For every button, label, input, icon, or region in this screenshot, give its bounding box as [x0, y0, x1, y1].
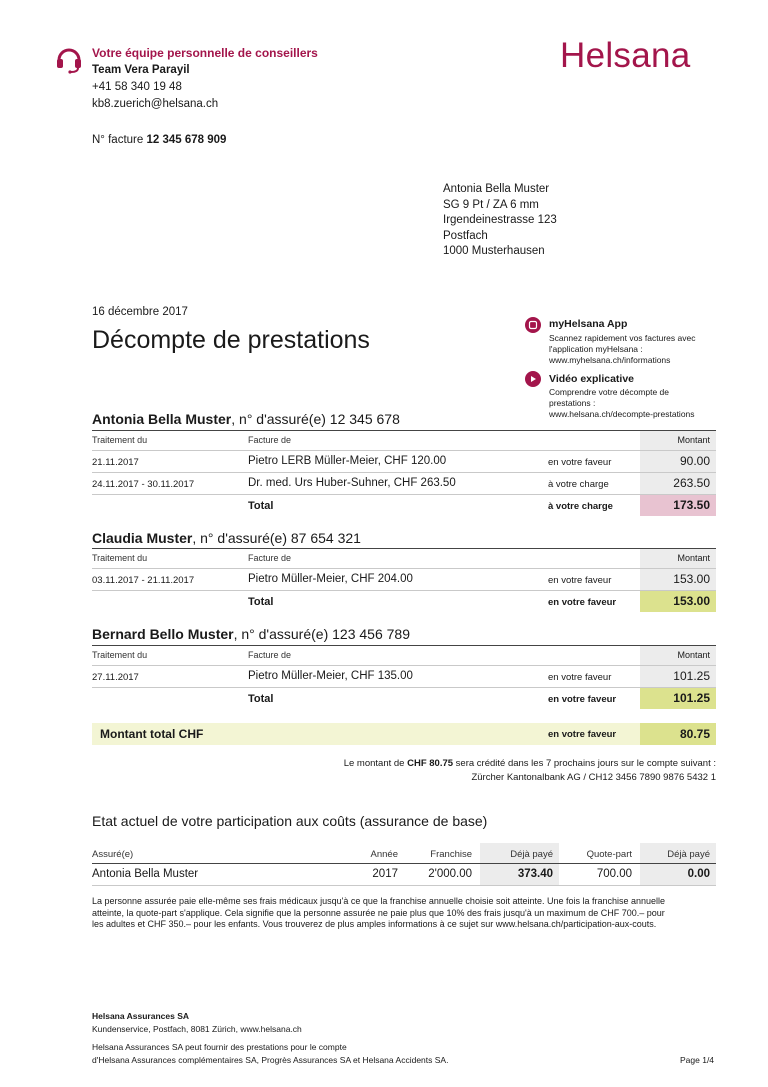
total-label: Total [248, 500, 274, 512]
explanation-line: les adultes et CHF 350.– pour les enfants. Vous trouverez de plus amples informations à ce sujet sur www.helsana.ch/participation-aux-couts. [92, 919, 657, 930]
person-name: Antonia Bella Muster [92, 411, 232, 427]
grand-total-amount: 80.75 [640, 723, 716, 745]
total-amount: 153.00 [640, 591, 716, 612]
col-amount: Montant [640, 431, 716, 450]
row-status: à votre charge [548, 479, 609, 490]
total-label: Total [248, 693, 274, 705]
col-paid-franchise: Déjà payé [510, 849, 553, 860]
table-rule [92, 494, 716, 495]
row-date: 24.11.2017 - 30.11.2017 [92, 479, 195, 490]
col-amount: Montant [640, 646, 716, 665]
table-rule [92, 590, 716, 591]
invoice-number: 12 345 678 909 [146, 134, 227, 146]
table-rule [92, 430, 716, 431]
participation-paid-quote: 0.00 [687, 868, 710, 880]
address-line: Postfach [443, 229, 488, 242]
row-date: 27.11.2017 [92, 672, 139, 683]
contact-title: Votre équipe personnelle de conseillers [92, 46, 318, 60]
address-line: 1000 Musterhausen [443, 245, 545, 258]
table-rule [92, 548, 716, 549]
row-amount: 90.00 [640, 451, 716, 472]
table-rule [92, 665, 716, 666]
invoice-label: N° facture [92, 134, 144, 146]
total-amount: 101.25 [640, 688, 716, 709]
grand-total-status: en votre faveur [548, 729, 617, 740]
col-year: Année [370, 849, 398, 860]
total-amount: 173.50 [640, 495, 716, 516]
row-invoice: Pietro Müller-Meier, CHF 204.00 [248, 573, 413, 585]
page-title: Décompte de prestations [92, 326, 370, 354]
table-rule [92, 645, 716, 646]
recipient-address [443, 182, 557, 260]
video-link[interactable]: www.helsana.ch/decompte-prestations [549, 409, 695, 419]
row-amount: 101.25 [640, 666, 716, 687]
person-heading [92, 530, 361, 546]
table-rule [92, 472, 716, 473]
table-rule [92, 885, 716, 886]
col-quote-part: Quote-part [586, 849, 632, 860]
app-description [549, 333, 695, 366]
participation-quote-part: 700.00 [596, 868, 632, 880]
person-name: Claudia Muster [92, 530, 193, 546]
credit-note-suffix: sera crédité dans les 7 prochains jours sur le compte suivant : [455, 758, 716, 769]
page-number: Page 1/4 [680, 1055, 715, 1065]
row-amount: 263.50 [640, 473, 716, 494]
row-invoice: Pietro Müller-Meier, CHF 135.00 [248, 670, 413, 682]
email-address[interactable]: kb8.zuerich@helsana.ch [92, 98, 219, 110]
total-status: à votre charge [548, 501, 613, 512]
col-treatment: Traitement du [92, 553, 148, 563]
insured-number: , n° d'assuré(e) 12 345 678 [231, 411, 400, 427]
headset-icon [54, 44, 84, 74]
participation-explanation [92, 896, 722, 931]
row-date: 21.11.2017 [92, 457, 139, 468]
col-treatment: Traitement du [92, 435, 148, 445]
explanation-line: La personne assurée paie elle-même ses frais médicaux jusqu'à ce que la franchise annuelle choisie soit atteinte. Une fois la franchise annuelle [92, 896, 666, 906]
row-date: 03.11.2017 - 21.11.2017 [92, 575, 195, 586]
address-line: SG 9 Pt / ZA 6 mm [443, 198, 539, 211]
total-status: en votre faveur [548, 597, 617, 608]
row-status: en votre faveur [548, 672, 612, 683]
row-invoice: Pietro LERB Müller-Meier, CHF 120.00 [248, 455, 447, 467]
video-title: Vidéo explicative [549, 373, 635, 385]
col-amount: Montant [640, 549, 716, 568]
video-text-line: prestations : [549, 398, 596, 408]
address-line: Antonia Bella Muster [443, 183, 550, 195]
credit-note-line [344, 757, 716, 771]
invoice-number-line [92, 134, 226, 146]
footer-service: Kundenservice, Postfach, 8081 Zürich, www.helsana.ch [92, 1024, 302, 1034]
person-name: Bernard Bello Muster [92, 626, 234, 642]
app-text-line: l'application myHelsana : [549, 344, 643, 354]
footer-company: Helsana Assurances SA [92, 1011, 190, 1021]
app-icon [525, 317, 541, 333]
row-status: en votre faveur [548, 457, 612, 468]
row-amount: 153.00 [640, 569, 716, 590]
address-line: Irgendeinestrasse 123 [443, 214, 557, 227]
total-label: Total [248, 596, 274, 608]
document-date: 16 décembre 2017 [92, 306, 188, 318]
phone-number[interactable]: +41 58 340 19 48 [92, 81, 182, 93]
participation-paid-franchise: 373.40 [517, 868, 553, 880]
participation-title: Etat actuel de votre participation aux coûts (assurance de base) [92, 813, 488, 829]
app-link[interactable]: www.myhelsana.ch/informations [549, 355, 671, 365]
col-invoice: Facture de [248, 650, 292, 660]
footer-line: d'Helsana Assurances complémentaires SA, Progrès Assurances SA et Helsana Accidents SA. [92, 1055, 449, 1065]
row-status: en votre faveur [548, 575, 612, 586]
grand-total-label: Montant total CHF [100, 727, 204, 741]
table-rule [92, 450, 716, 451]
col-paid-quote: Déjà payé [667, 849, 710, 860]
insured-number: , n° d'assuré(e) 87 654 321 [192, 530, 361, 546]
app-title: myHelsana App [549, 318, 628, 330]
video-text-line: Comprendre votre décompte de [549, 387, 670, 397]
play-icon[interactable] [525, 371, 541, 387]
row-invoice: Dr. med. Urs Huber-Suhner, CHF 263.50 [248, 477, 456, 489]
participation-insured: Antonia Bella Muster [92, 868, 199, 880]
table-rule [92, 568, 716, 569]
video-description [549, 387, 695, 420]
credit-note [344, 757, 716, 785]
credit-note-amount: CHF 80.75 [407, 758, 454, 769]
person-heading [92, 411, 400, 427]
person-heading [92, 626, 410, 642]
table-rule [92, 863, 716, 864]
col-treatment: Traitement du [92, 650, 148, 660]
table-rule [92, 687, 716, 688]
app-text-line: Scannez rapidement vos factures avec [549, 333, 696, 343]
helsana-logo: Helsana [560, 36, 691, 75]
explanation-line: atteinte, la quote-part s'applique. Cela signifie que la personne assurée ne paie plus que 10% des frais jusqu'à un maximum de CHF 700.– pour [92, 907, 665, 918]
participation-franchise: 2'000.00 [428, 868, 472, 880]
participation-year: 2017 [372, 868, 398, 880]
col-invoice: Facture de [248, 553, 292, 563]
col-franchise: Franchise [430, 849, 472, 860]
col-insured: Assuré(e) [92, 849, 134, 860]
team-name: Team Vera Parayil [92, 64, 190, 76]
insured-number: , n° d'assuré(e) 123 456 789 [233, 626, 410, 642]
bank-account: Zürcher Kantonalbank AG / CH12 3456 7890 9876 5432 1 [471, 772, 716, 783]
total-status: en votre faveur [548, 694, 617, 705]
col-invoice: Facture de [248, 435, 292, 445]
footer-line: Helsana Assurances SA peut fournir des prestations pour le compte [92, 1042, 347, 1052]
credit-note-prefix: Le montant de [343, 758, 405, 769]
